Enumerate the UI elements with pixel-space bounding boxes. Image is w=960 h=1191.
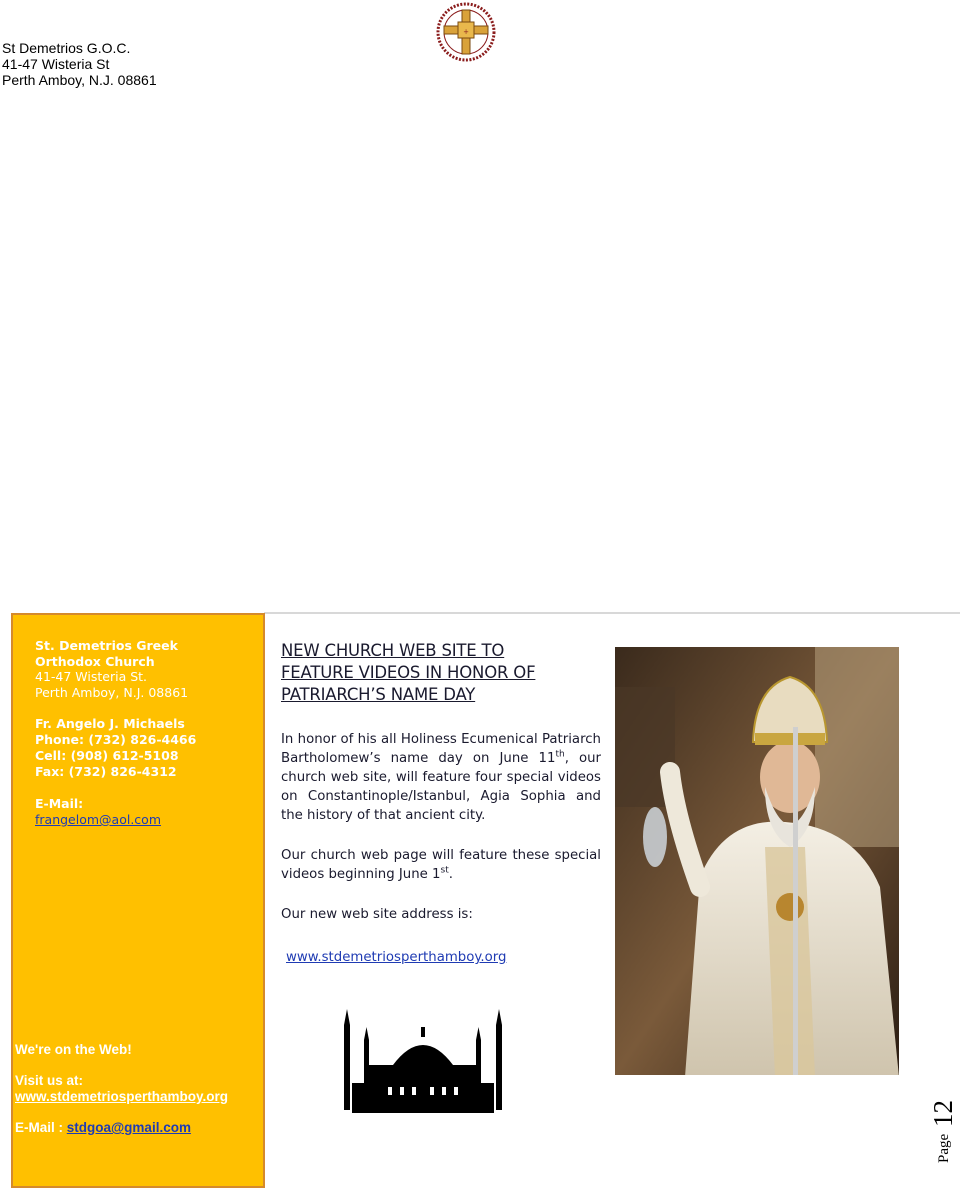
- church-name-line-2: Orthodox Church: [35, 654, 155, 669]
- article-paragraph-1: [281, 730, 601, 825]
- headline-line-2: FEATURE VIDEOS IN HONOR OF: [281, 663, 536, 682]
- email2-row: [15, 1120, 191, 1136]
- page-number: [922, 1085, 958, 1165]
- headline-line-3: PATRIARCH’S NAME DAY: [281, 685, 476, 704]
- church-logo-icon: [436, 2, 496, 62]
- church-name-line-1: St. Demetrios Greek: [35, 638, 178, 653]
- article-paragraph-3: Our new web site address is:: [281, 907, 473, 922]
- fax-number: Fax: (732) 826-4312: [35, 764, 177, 779]
- email-link[interactable]: frangelom@aol.com: [35, 812, 161, 827]
- page-number-value: 12: [928, 1100, 958, 1127]
- hagia-sophia-icon: [338, 1005, 508, 1117]
- p2-text-b: .: [448, 867, 453, 882]
- article-link-row: [281, 946, 601, 965]
- return-address-line-1: St Demetrios G.O.C.: [2, 40, 131, 56]
- return-address-line-2: 41-47 Wisteria St: [2, 56, 110, 72]
- p1-text-a: In honor of his all Holiness Ecumenical Patriarch Bartholomew’s name day on June 11: [281, 732, 601, 766]
- p2-text-a: Our church web page will feature these special videos beginning June 1: [281, 848, 601, 882]
- patriarch-photo: [615, 647, 899, 1075]
- p1-text-b: , our church web site, will feature four special videos on Constantinople/Istanbul, Agia Sophia and the history of that ancient city.: [281, 751, 602, 823]
- article: [281, 640, 601, 965]
- visit-label: Visit us at:: [15, 1073, 84, 1088]
- page-label: Page: [936, 1133, 952, 1163]
- article-paragraph-2: [281, 846, 601, 884]
- website-link[interactable]: www.stdemetriosperthamboy.org: [15, 1089, 229, 1104]
- email-label: E-Mail:: [35, 796, 84, 811]
- cell-number: Cell: (908) 612-5108: [35, 748, 179, 763]
- phone-number: Phone: (732) 826-4466: [35, 732, 197, 747]
- return-address-line-3: Perth Amboy, N.J. 08861: [2, 72, 157, 88]
- sidebar-address-2: Perth Amboy, N.J. 08861: [35, 685, 189, 700]
- p2-sup: st: [440, 865, 449, 876]
- return-address: [2, 40, 157, 88]
- p1-sup: th: [555, 749, 565, 760]
- sidebar-panel: [11, 613, 265, 1188]
- svg-text:+: +: [463, 28, 469, 36]
- email2-link[interactable]: stdgoa@gmail.com: [66, 1120, 191, 1135]
- headline-line-1: NEW CHURCH WEB SITE TO: [281, 641, 505, 660]
- email2-label: E-Mail :: [15, 1120, 67, 1135]
- priest-name: Fr. Angelo J. Michaels: [35, 716, 185, 731]
- web-heading: We're on the Web!: [15, 1042, 132, 1057]
- sidebar-address-1: 41-47 Wisteria St.: [35, 669, 148, 684]
- divider-line: [264, 612, 960, 614]
- article-website-link[interactable]: www.stdemetriosperthamboy.org: [286, 950, 507, 965]
